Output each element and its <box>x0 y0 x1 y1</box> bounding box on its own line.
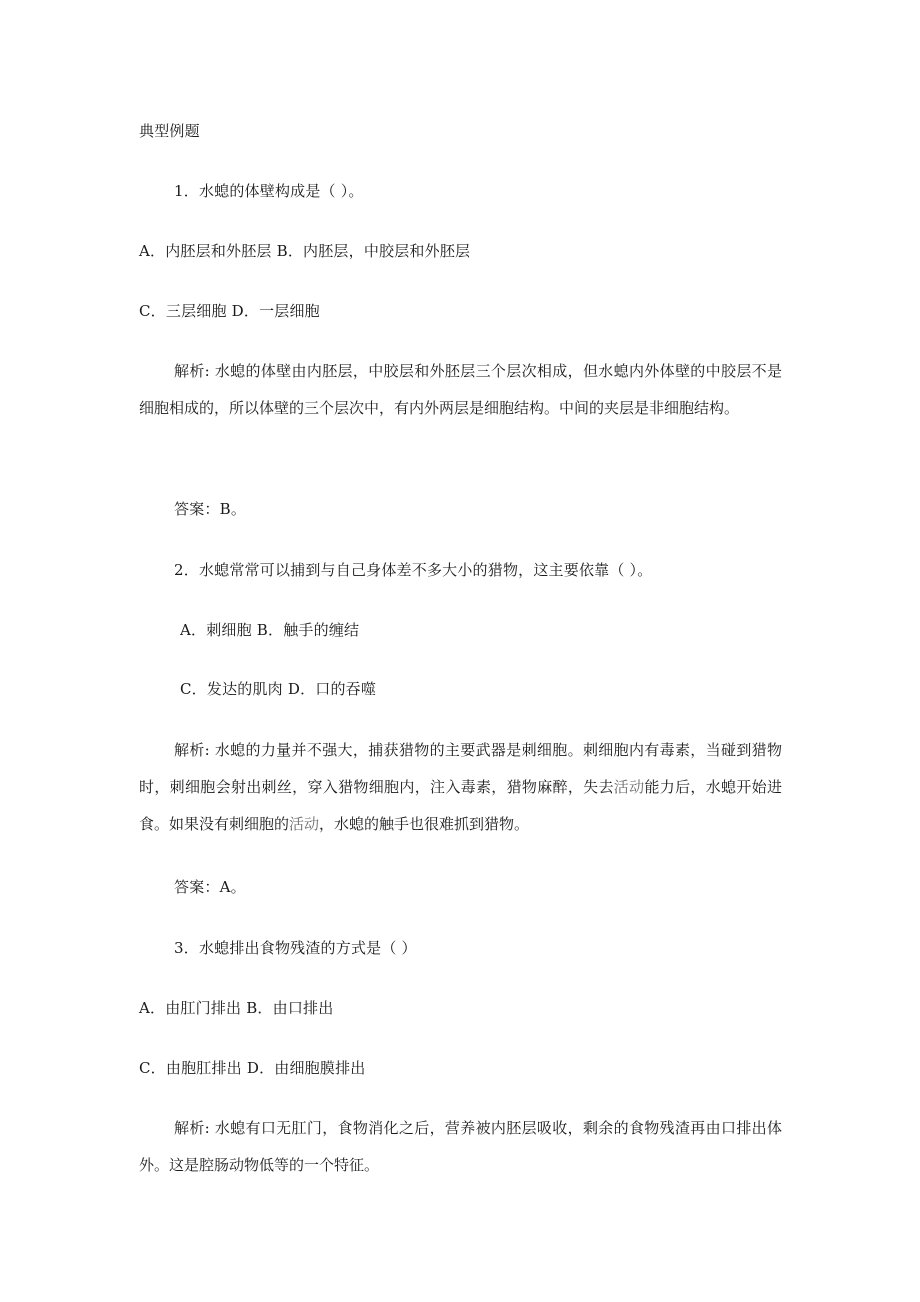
question-2-options-ab: A．刺细胞 B．触手的缠结 <box>180 621 360 639</box>
question-2-options-cd: C．发达的肌肉 D．口的吞噬 <box>180 680 377 698</box>
question-2-analysis <box>139 732 782 843</box>
activity-link-1[interactable]: 活动 <box>613 778 645 796</box>
activity-link-2[interactable]: 活动 <box>289 815 320 833</box>
question-2-stem: 2．水螅常常可以捕到与自己身体差不多大小的猎物，这主要依靠（ ）。 <box>174 561 653 579</box>
question-1-stem: 1．水螅的体壁构成是（ ）。 <box>174 182 364 200</box>
question-3-options-cd: C．由胞肛排出 D．由细胞膜排出 <box>139 1059 366 1077</box>
question-1-answer: 答案：B。 <box>174 500 247 518</box>
question-1-options-cd: C．三层细胞 D．一层细胞 <box>139 302 320 320</box>
question-1-analysis: 解析: 水螅的体壁由内胚层，中胶层和外胚层三个层次相成，但水螅内外体壁的中胶层不是细胞相成的，所以体壁的三个层次中，有内外两层是细胞结构。中间的夹层是非细胞结构。 <box>139 362 782 417</box>
question-2-analysis-text-3: ，水螅的触手也很难抓到猎物。 <box>319 815 530 833</box>
section-heading: 典型例题 <box>139 122 200 140</box>
question-2-answer: 答案：A。 <box>174 878 246 896</box>
question-2-analysis-text-2: 能力后，水螅开始进食。如果没有刺细胞的 <box>139 778 782 833</box>
question-2-analysis-text-1: 解析: 水螅的力量并不强大，捕获猎物的主要武器是刺细胞。刺细胞内有毒素，当碰到猎物时，刺细胞会射出刺丝，穿入猎物细胞内，注入毒素，猎物麻醉，失去 <box>139 741 782 796</box>
question-3-stem: 3．水螅排出食物残渣的方式是（ ） <box>174 939 417 957</box>
question-3-options-ab: A．由肛门排出 B．由口排出 <box>139 999 334 1017</box>
question-3-analysis: 解析: 水螅有口无肛门，食物消化之后，营养被内胚层吸收，剩余的食物残渣再由口排出体外。这是腔肠动物低等的一个特征。 <box>139 1119 782 1174</box>
question-1-options-ab: A．内胚层和外胚层 B．内胚层，中胶层和外胚层 <box>139 242 471 260</box>
